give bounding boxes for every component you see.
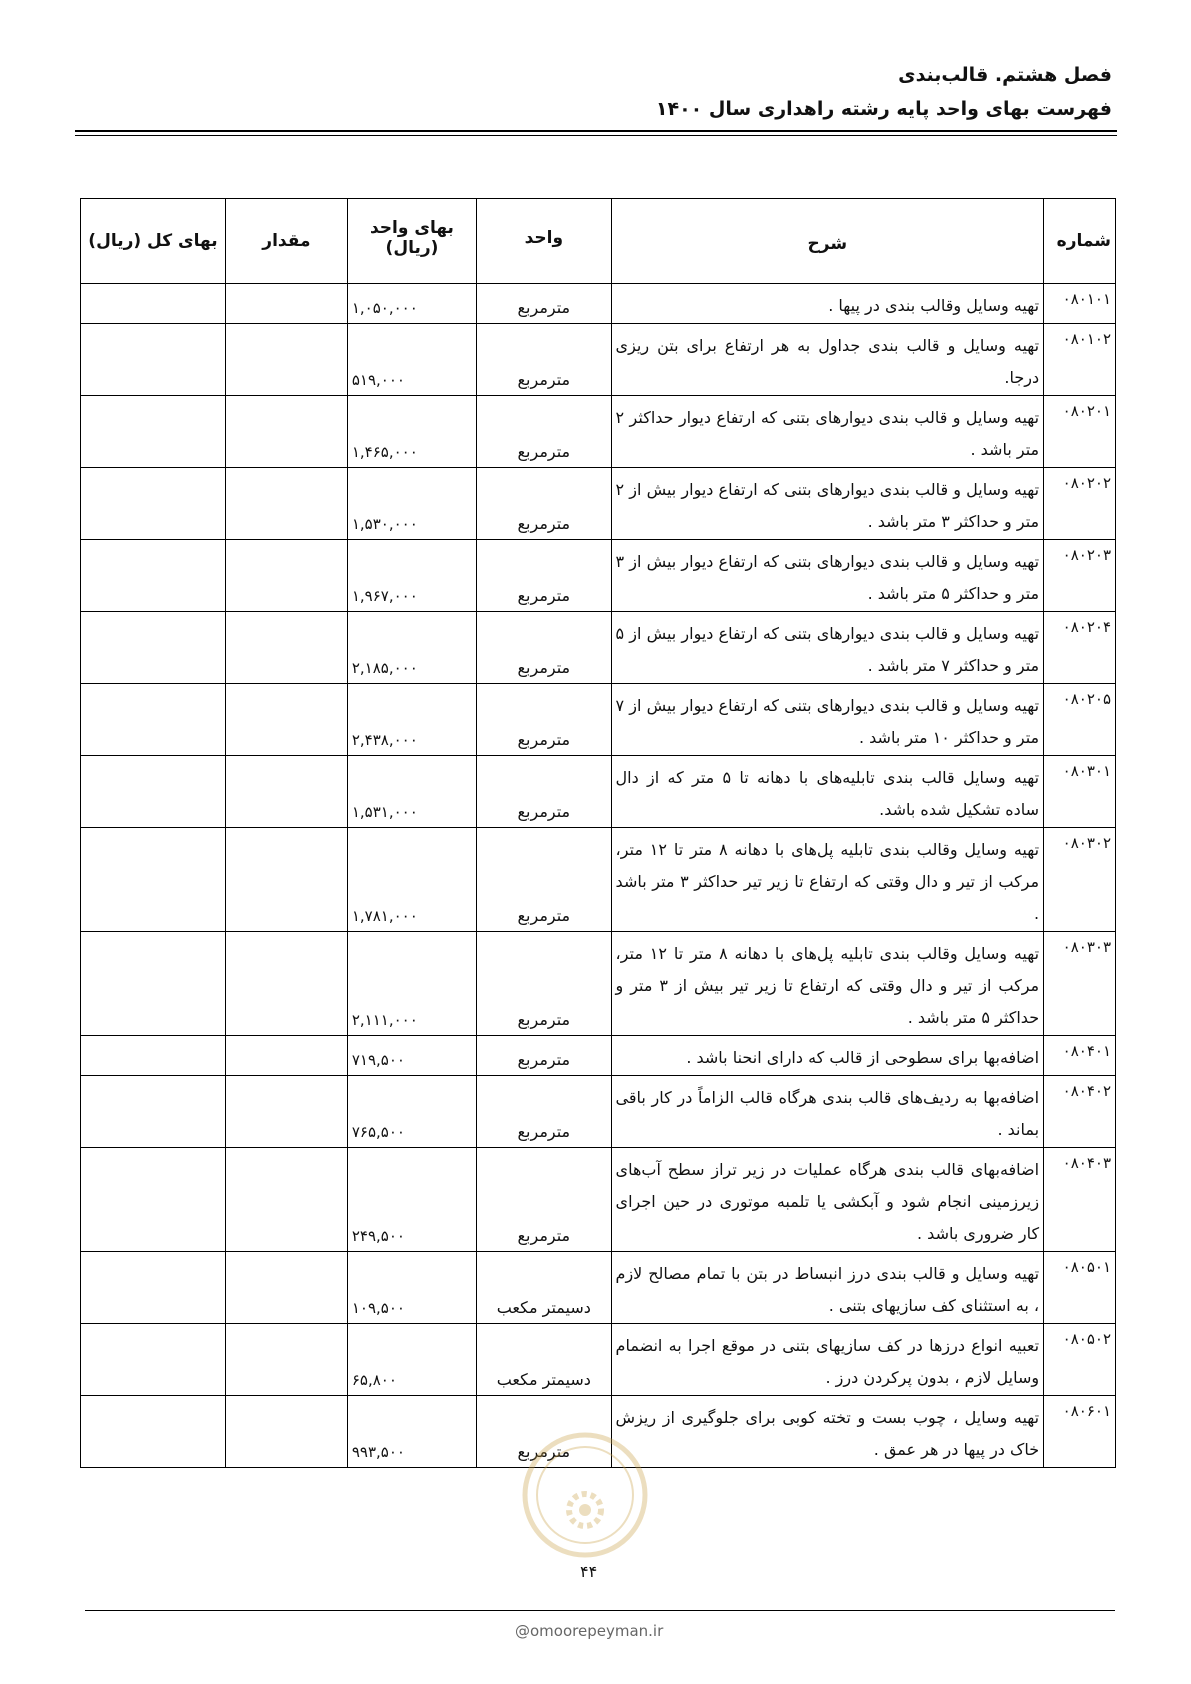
item-total xyxy=(81,932,226,1036)
item-total xyxy=(81,612,226,684)
table-row xyxy=(81,1324,1116,1396)
item-code: ۰۸۰۳۰۳ xyxy=(1044,932,1116,1036)
item-total xyxy=(81,540,226,612)
item-code: ۰۸۰۲۰۴ xyxy=(1044,612,1116,684)
item-description: اضافه‌بها برای سطوحی از قالب که دارای انحنا باشد . xyxy=(611,1036,1044,1076)
item-unit-price: ۱,۹۶۷,۰۰۰ xyxy=(347,540,476,612)
item-unit: مترمربع xyxy=(477,324,611,396)
page-number: ۴۴ xyxy=(580,1562,598,1581)
item-unit: مترمربع xyxy=(477,756,611,828)
item-description: تهیه وسایل و قالب بندی دیوارهای بتنی که ارتفاع دیوار بیش از ۳ متر و حداکثر ۵ متر باشد . xyxy=(611,540,1044,612)
column-header-unit-price xyxy=(347,199,476,284)
item-total xyxy=(81,1148,226,1252)
item-unit-price: ۱,۵۳۰,۰۰۰ xyxy=(347,468,476,540)
item-total xyxy=(81,828,226,932)
item-unit: مترمربع xyxy=(477,684,611,756)
item-description: تهیه وسایل و قالب بندی دیوارهای بتنی که ارتفاع دیوار بیش از ۷ متر و حداکثر ۱۰ متر باشد . xyxy=(611,684,1044,756)
item-description: تهیه وسایل و قالب بندی دیوارهای بتنی که ارتفاع دیوار بیش از ۲ متر و حداکثر ۳ متر باشد . xyxy=(611,468,1044,540)
item-quantity xyxy=(225,1148,347,1252)
item-unit: مترمربع xyxy=(477,932,611,1036)
table-row xyxy=(81,684,1116,756)
watermark-logo-icon xyxy=(520,1430,650,1560)
table-row xyxy=(81,828,1116,932)
item-unit-price: ۷۶۵,۵۰۰ xyxy=(347,1076,476,1148)
item-unit: دسیمتر مکعب xyxy=(477,1324,611,1396)
table-row xyxy=(81,1252,1116,1324)
column-header-quantity: مقدار xyxy=(225,199,347,284)
document-subtitle: فهرست بهای واحد پایه رشته راهداری سال ۱۴۰۰ xyxy=(655,98,1112,120)
table-row xyxy=(81,284,1116,324)
item-code: ۰۸۰۲۰۱ xyxy=(1044,396,1116,468)
item-total xyxy=(81,324,226,396)
item-code: ۰۸۰۲۰۵ xyxy=(1044,684,1116,756)
item-quantity xyxy=(225,324,347,396)
item-unit-price: ۲,۱۱۱,۰۰۰ xyxy=(347,932,476,1036)
item-code: ۰۸۰۳۰۱ xyxy=(1044,756,1116,828)
item-unit: مترمربع xyxy=(477,1148,611,1252)
table-row xyxy=(81,1076,1116,1148)
item-unit-price: ۲۴۹,۵۰۰ xyxy=(347,1148,476,1252)
item-total xyxy=(81,284,226,324)
item-description: تهیه وسایل وقالب بندی تابلیه پل‌های با دهانه ۸ متر تا ۱۲ متر، مرکب از تیر و دال وقتی که ارتفاع تا زیر تیر بیش از ۳ متر و حداکثر ۵ متر باشد . xyxy=(611,932,1044,1036)
item-code: ۰۸۰۵۰۲ xyxy=(1044,1324,1116,1396)
item-unit: مترمربع xyxy=(477,612,611,684)
item-quantity xyxy=(225,828,347,932)
item-unit-price: ۱,۷۸۱,۰۰۰ xyxy=(347,828,476,932)
item-quantity xyxy=(225,1036,347,1076)
item-quantity xyxy=(225,468,347,540)
item-total xyxy=(81,684,226,756)
price-table xyxy=(80,198,1116,1468)
item-unit-price: ۱,۰۵۰,۰۰۰ xyxy=(347,284,476,324)
item-total xyxy=(81,396,226,468)
item-quantity xyxy=(225,1252,347,1324)
item-unit-price: ۶۵,۸۰۰ xyxy=(347,1324,476,1396)
item-total xyxy=(81,1252,226,1324)
item-unit-price: ۵۱۹,۰۰۰ xyxy=(347,324,476,396)
item-description: تهیه وسایل و قالب بندی درز انبساط در بتن با تمام مصالح لازم ، به استثنای کف سازیهای بتنی . xyxy=(611,1252,1044,1324)
item-unit-price: ۲,۱۸۵,۰۰۰ xyxy=(347,612,476,684)
table-row xyxy=(81,540,1116,612)
unit-price-label: بهای واحد xyxy=(369,218,454,238)
item-quantity xyxy=(225,756,347,828)
table-row xyxy=(81,396,1116,468)
chapter-title: فصل هشتم. قالب‌بندی xyxy=(898,64,1112,86)
item-unit: مترمربع xyxy=(477,540,611,612)
item-unit-price: ۹۹۳,۵۰۰ xyxy=(347,1396,476,1468)
item-description: تعبیه انواع درزها در کف سازیهای بتنی در موقع اجرا به انضمام وسایل لازم ، بدون پرکردن درز . xyxy=(611,1324,1044,1396)
item-unit: مترمربع xyxy=(477,396,611,468)
website-watermark: @omoorepeyman.ir xyxy=(515,1622,664,1640)
item-code: ۰۸۰۴۰۱ xyxy=(1044,1036,1116,1076)
table-header-row xyxy=(81,199,1116,284)
item-description: تهیه وسایل و قالب بندی دیوارهای بتنی که ارتفاع دیوار بیش از ۵ متر و حداکثر ۷ متر باشد . xyxy=(611,612,1044,684)
item-quantity xyxy=(225,396,347,468)
item-total xyxy=(81,1076,226,1148)
item-code: ۰۸۰۱۰۲ xyxy=(1044,324,1116,396)
item-description: اضافه‌بهای قالب بندی هرگاه عملیات در زیر تراز سطح آب‌های زیرزمینی انجام شود و آبکشی یا تلمبه موتوری در حین اجرای کار ضروری باشد . xyxy=(611,1148,1044,1252)
item-total xyxy=(81,756,226,828)
item-unit: دسیمتر مکعب xyxy=(477,1252,611,1324)
item-unit: مترمربع xyxy=(477,284,611,324)
item-quantity xyxy=(225,1324,347,1396)
item-description: تهیه وسایل و قالب بندی دیوارهای بتنی که ارتفاع دیوار حداکثر ۲ متر باشد . xyxy=(611,396,1044,468)
column-header-total: بهای کل (ریال) xyxy=(81,199,226,284)
item-unit: مترمربع xyxy=(477,1076,611,1148)
item-quantity xyxy=(225,284,347,324)
column-header-code: شماره xyxy=(1044,199,1116,284)
item-total xyxy=(81,468,226,540)
column-header-unit: واحد xyxy=(477,199,611,284)
item-code: ۰۸۰۴۰۲ xyxy=(1044,1076,1116,1148)
item-total xyxy=(81,1324,226,1396)
item-quantity xyxy=(225,932,347,1036)
column-header-description: شرح xyxy=(611,199,1044,284)
table-row xyxy=(81,756,1116,828)
item-code: ۰۸۰۲۰۳ xyxy=(1044,540,1116,612)
item-code: ۰۸۰۴۰۳ xyxy=(1044,1148,1116,1252)
item-quantity xyxy=(225,1076,347,1148)
item-code: ۰۸۰۱۰۱ xyxy=(1044,284,1116,324)
item-quantity xyxy=(225,684,347,756)
item-unit: مترمربع xyxy=(477,1396,611,1468)
table-row xyxy=(81,612,1116,684)
item-code: ۰۸۰۳۰۲ xyxy=(1044,828,1116,932)
item-description: تهیه وسایل وقالب بندی تابلیه پل‌های با دهانه ۸ متر تا ۱۲ متر، مرکب از تیر و دال وقتی که ارتفاع تا زیر تیر حداکثر ۳ متر باشد . xyxy=(611,828,1044,932)
item-code: ۰۸۰۶۰۱ xyxy=(1044,1396,1116,1468)
item-quantity xyxy=(225,612,347,684)
item-description: تهیه وسایل و قالب بندی جداول به هر ارتفاع برای بتن ریزی درجا. xyxy=(611,324,1044,396)
item-total xyxy=(81,1036,226,1076)
table-row xyxy=(81,324,1116,396)
table-row xyxy=(81,468,1116,540)
item-unit: مترمربع xyxy=(477,1036,611,1076)
item-unit-price: ۲,۴۳۸,۰۰۰ xyxy=(347,684,476,756)
item-code: ۰۸۰۵۰۱ xyxy=(1044,1252,1116,1324)
item-description: تهیه وسایل ، چوب بست و تخته کوبی برای جلوگیری از ریزش خاک در پیها در هر عمق . xyxy=(611,1396,1044,1468)
item-total xyxy=(81,1396,226,1468)
table-row xyxy=(81,1148,1116,1252)
item-unit-price: ۷۱۹,۵۰۰ xyxy=(347,1036,476,1076)
item-code: ۰۸۰۲۰۲ xyxy=(1044,468,1116,540)
item-unit-price: ۱,۴۶۵,۰۰۰ xyxy=(347,396,476,468)
table-body xyxy=(81,284,1116,1468)
footer-rule xyxy=(85,1610,1115,1611)
header-rule-thick xyxy=(75,130,1117,132)
item-description: تهیه وسایل وقالب بندی در پیها . xyxy=(611,284,1044,324)
item-quantity xyxy=(225,540,347,612)
unit-price-currency: (ریال) xyxy=(385,238,439,258)
item-unit-price: ۱۰۹,۵۰۰ xyxy=(347,1252,476,1324)
item-unit: مترمربع xyxy=(477,468,611,540)
item-unit: مترمربع xyxy=(477,828,611,932)
item-description: تهیه وسایل قالب بندی تابلیه‌های با دهانه تا ۵ متر که از دال ساده تشکیل شده باشد. xyxy=(611,756,1044,828)
item-description: اضافه‌بها به ردیف‌های قالب بندی هرگاه قالب الزاماً در کار باقی بماند . xyxy=(611,1076,1044,1148)
item-unit-price: ۱,۵۳۱,۰۰۰ xyxy=(347,756,476,828)
header-rule-thin xyxy=(75,135,1117,136)
table-row xyxy=(81,932,1116,1036)
item-quantity xyxy=(225,1396,347,1468)
table-row xyxy=(81,1036,1116,1076)
